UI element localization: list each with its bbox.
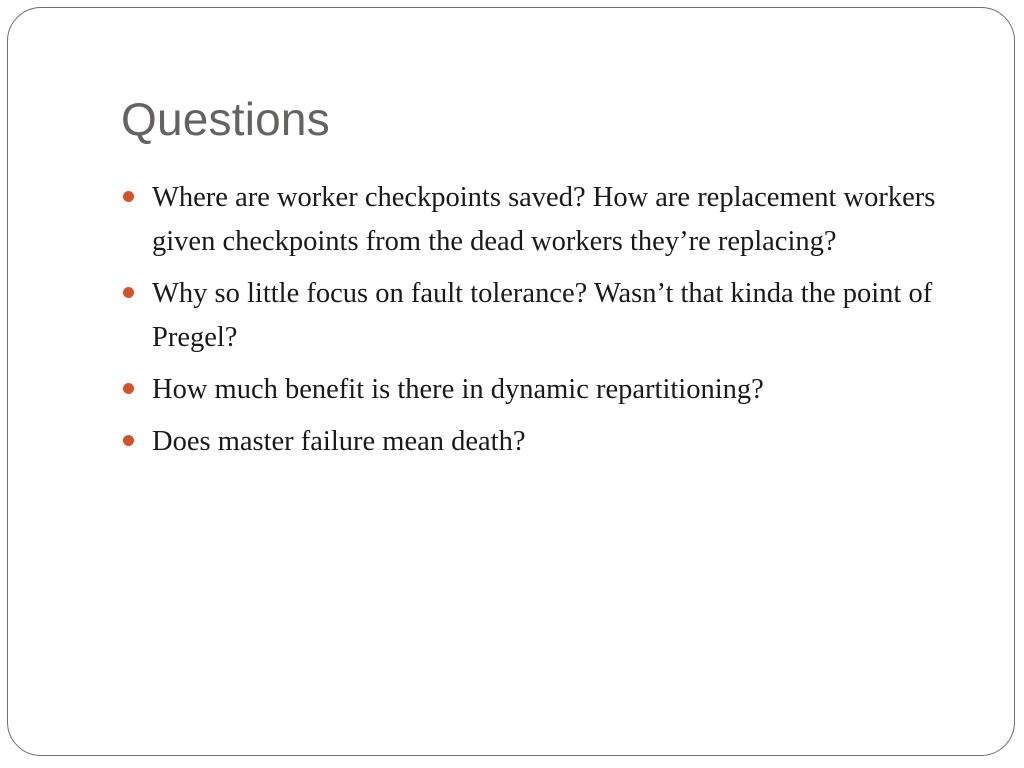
bullet-item bbox=[121, 272, 971, 360]
bullet-item bbox=[121, 368, 971, 412]
bullet-item bbox=[121, 176, 971, 264]
bullet-dot-icon bbox=[123, 435, 134, 446]
slide-title: Questions bbox=[121, 93, 330, 145]
bullet-dot-icon bbox=[123, 287, 134, 298]
bullet-dot-icon bbox=[123, 383, 134, 394]
bullet-text: Where are worker checkpoints saved? How are replacement workers given checkpoints from the dead workers they’re replacing? bbox=[152, 182, 936, 257]
bullet-list bbox=[121, 176, 971, 472]
slide-frame bbox=[7, 7, 1015, 756]
bullet-dot-icon bbox=[123, 191, 134, 202]
bullet-text: Why so little focus on fault tolerance? Wasn’t that kinda the point of Pregel? bbox=[152, 278, 933, 353]
bullet-item bbox=[121, 420, 971, 464]
bullet-text: Does master failure mean death? bbox=[152, 426, 526, 457]
bullet-text: How much benefit is there in dynamic repartitioning? bbox=[152, 374, 764, 405]
